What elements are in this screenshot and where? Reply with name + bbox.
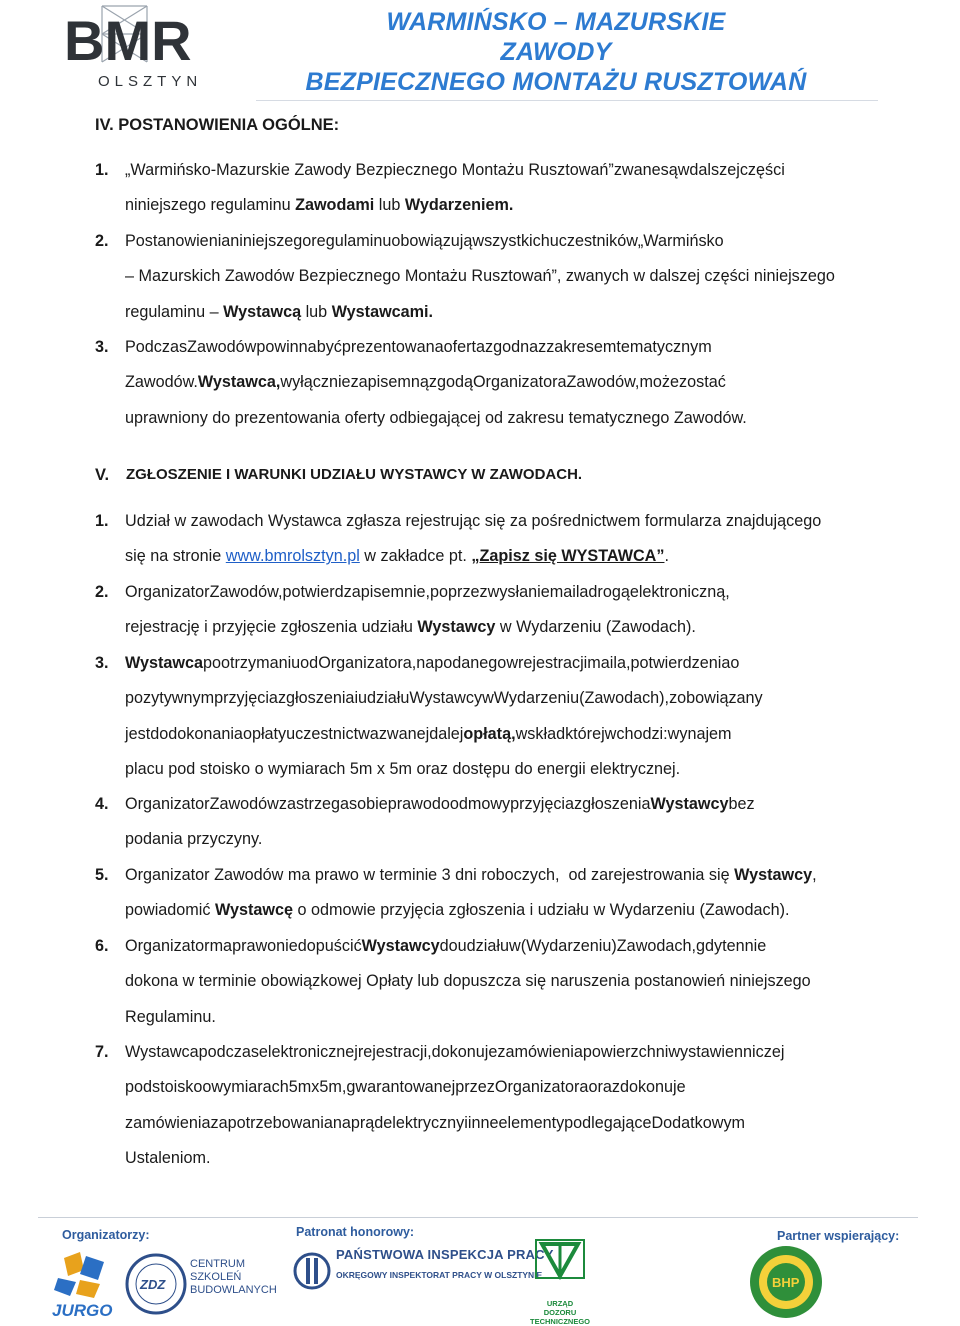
section-v-item-6: OrganizatormaprawoniedopuścićWystawcydoudziałuw(Wydarzeniu)Zawodach,gdytennie dokona w terminie obowiązkowej Opłaty lub dopuszcza się naruszenia postanowień niniejszego Regulaminu. xyxy=(125,937,811,1026)
header-title-line3: BEZPIECZNEGO MONTAŻU RUSZTOWAŃ xyxy=(305,68,807,96)
section-v-item-5: Organizator Zawodów ma prawo w terminie 3 dni roboczych, od zarejestrowania się Wystawcy, powiadomić Wystawcę o odmowie przyjęcia zgłoszenia i udziału w Wydarzeniu (Zawodach). xyxy=(125,866,817,920)
section-iv-item-2: Postanowienianiniejszegoregulaminuobowiązująwszystkichuczestników„Warmińsko – Mazurskich Zawodów Bezpiecznego Montażu Rusztowań”, zwanych w dalszej części niniejszego regulaminu – Wystawcą lub Wystawcami. xyxy=(125,232,835,321)
item-number: 2. xyxy=(95,232,109,250)
zdz-seal-text: ZDZ xyxy=(140,1277,166,1292)
item-number: 1. xyxy=(95,512,109,530)
pip-emblem xyxy=(292,1242,332,1300)
tab-name: „Zapisz się WYSTAWCA” xyxy=(471,547,665,566)
patron-label: Patronat honorowy: xyxy=(296,1225,415,1239)
item-number: 2. xyxy=(95,583,109,601)
section-v-item-1: Udział w zawodach Wystawca zgłasza rejestrując się za pośrednictwem formularza znajdującego się na stronie www.bmrolsztyn.pl w zakładce pt. „Zapisz się WYSTAWCA”. xyxy=(125,512,822,566)
logo-subtext: OLSZTYN xyxy=(98,73,203,90)
jurgo-logo xyxy=(50,1250,122,1320)
section-v-number: V. xyxy=(95,466,110,484)
item-number: 5. xyxy=(95,866,109,884)
pip-text: PAŃSTWOWA INSPEKCJA PRACY OKRĘGOWY INSPEKTORAT PRACY W OLSZTYNIE xyxy=(336,1247,554,1280)
logo-text: BMR xyxy=(64,9,192,72)
bhp-text: BHP xyxy=(772,1275,800,1290)
section-iv-item-3: PodczasZawodówpowinnabyćprezentowanaofertazgodnazzakresemtematycznym Zawodów.Wystawca,wyłączniezapisemnązgodąOrganizatoraZawodów,możezostać uprawniony do prezentowania oferty odbiegającej od zakresu tematycznego Zawodów. xyxy=(125,338,747,427)
bhp-partner-logo xyxy=(748,1244,824,1320)
zdz-seal xyxy=(124,1248,188,1320)
item-number: 3. xyxy=(95,654,109,672)
section-v-item-7: Wystawcapodczaselektronicznejrejestracji,dokonujezamówieniapowierzchniwystawienniczej podstoiskoowymiarach5mx5m,gwarantowanejprzezOrganizatoraorazdokonuje zamówieniazapotrzebowanianaprądelektrycznyiinneelementypodlegająceDodatkowym Ustaleniom. xyxy=(125,1043,785,1168)
footer-divider xyxy=(38,1217,918,1218)
header-title-line2: ZAWODY xyxy=(500,38,612,66)
section-v-item-3: WystawcapootrzymaniuodOrganizatora,napodanegowrejestracjimaila,potwierdzeniao pozytywnymprzyjęciazgłoszeniaiudziałuWystawcywWydarzeniu(Zawodach),zobowiązany jestdodokonaniaopłatyuczestnictwazwanejdalejopłatą,wskładktórejwchodzi:wynajem placu pod stoisko o wymiarach 5m x 5m oraz dostępu do energii elektrycznej. xyxy=(125,654,763,779)
item-number: 3. xyxy=(95,338,109,356)
section-iv-item-1: „Warmińsko-Mazurskie Zawody Bezpiecznego Montażu Rusztowań”zwanesąwdalszejczęści niniejszego regulaminu Zawodami lub Wydarzeniem. xyxy=(125,161,785,215)
section-v-item-4: OrganizatorZawodówzastrzegasobieprawodoodmowyprzyjęciazgłoszeniaWystawcybez podania przyczyny. xyxy=(125,795,755,849)
jurgo-text: JURGO xyxy=(52,1301,113,1320)
udt-logo: URZĄD DOZORU TECHNICZNEGO xyxy=(530,1238,590,1318)
section-v-item-2: OrganizatorZawodów,potwierdzapisemnie,poprzezwysłaniemailadrogąelektroniczną, rejestrację i przyjęcie zgłoszenia udziału Wystawcy w Wydarzeniu (Zawodach). xyxy=(125,583,730,637)
header-divider xyxy=(256,100,878,101)
organizers-label: Organizatorzy: xyxy=(62,1228,150,1242)
website-link[interactable]: www.bmrolsztyn.pl xyxy=(225,547,360,566)
section-v-heading: ZGŁOSZENIE I WARUNKI UDZIAŁU WYSTAWCY W ZAWODACH. xyxy=(126,466,583,483)
item-number: 6. xyxy=(95,937,109,955)
bmr-logo xyxy=(62,4,232,92)
section-iv-heading: IV. POSTANOWIENIA OGÓLNE: xyxy=(95,116,340,134)
csb-name: CENTRUM SZKOLEŃ BUDOWLANYCH xyxy=(190,1258,277,1296)
item-number: 7. xyxy=(95,1043,109,1061)
header-title-line1: WARMIŃSKO – MAZURSKIE xyxy=(386,8,726,36)
partner-label: Partner wspierający: xyxy=(777,1229,900,1243)
item-number: 1. xyxy=(95,161,109,179)
item-number: 4. xyxy=(95,795,109,813)
